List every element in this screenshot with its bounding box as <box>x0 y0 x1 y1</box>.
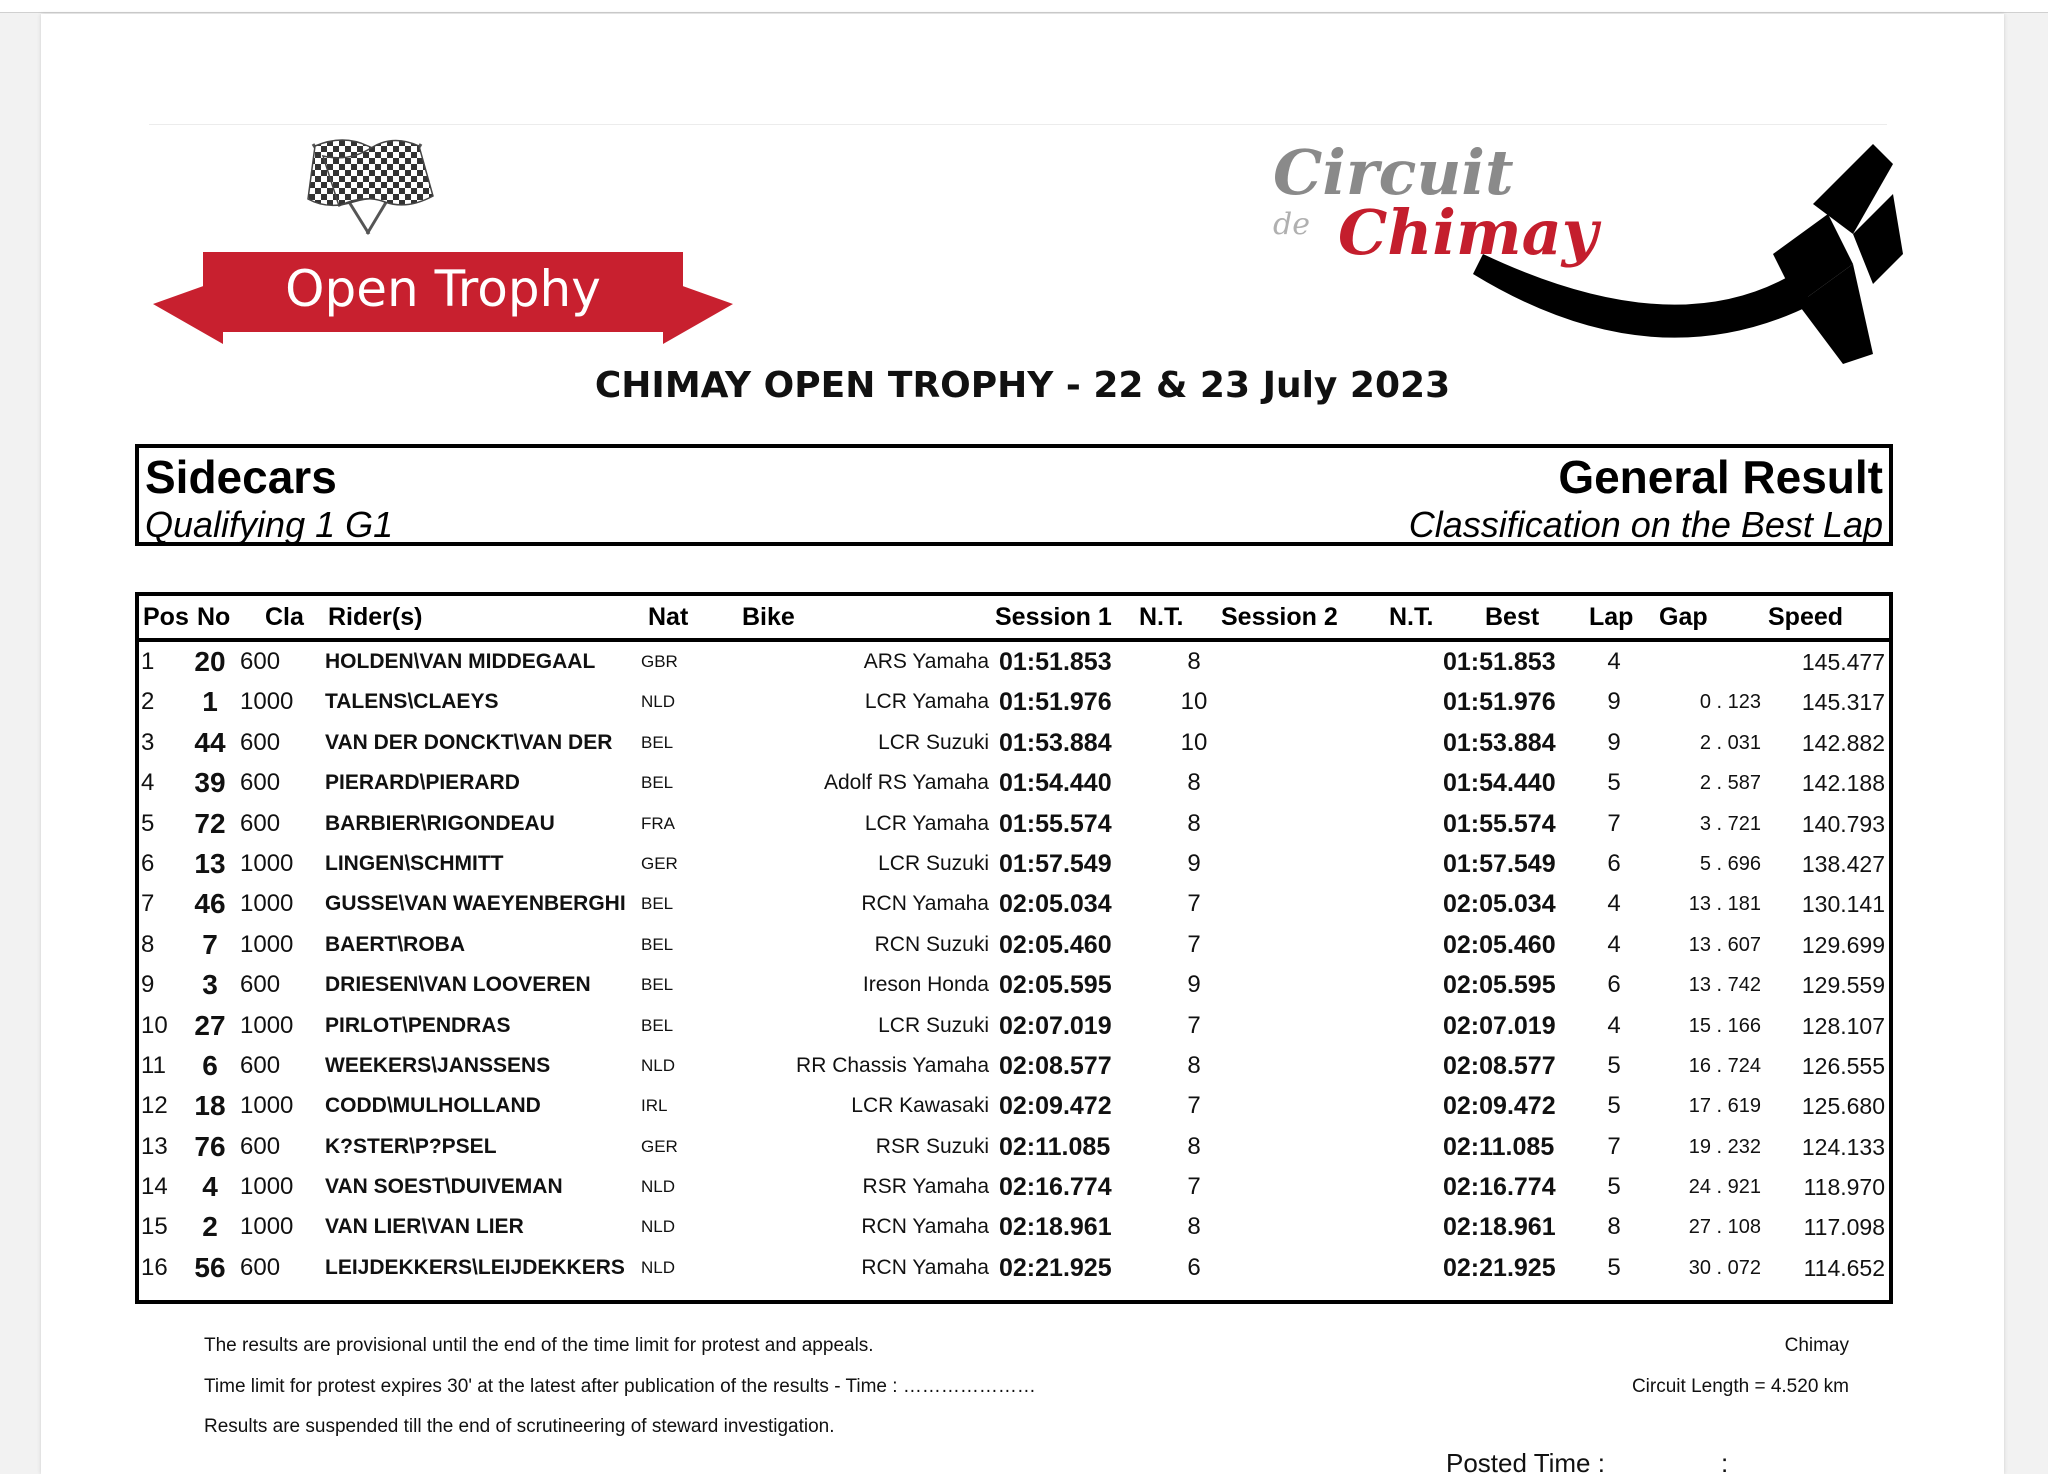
row-best-time: 01:51.976 <box>1443 688 1556 717</box>
row-best-time: 02:18.961 <box>1443 1213 1556 1242</box>
row-bike: RSR Yamaha <box>862 1175 989 1199</box>
row-session1-time: 01:55.574 <box>999 809 1112 838</box>
row-pos: 14 <box>141 1173 168 1201</box>
row-best-lap: 7 <box>1607 1132 1621 1160</box>
row-pos: 13 <box>141 1132 168 1160</box>
table-row <box>139 723 1889 763</box>
row-best-lap: 5 <box>1607 1051 1621 1079</box>
table-row <box>139 844 1889 884</box>
row-gap: 2 . 031 <box>1699 731 1761 754</box>
row-bike: RCN Suzuki <box>874 932 989 956</box>
row-speed: 129.559 <box>1801 972 1885 999</box>
row-pos: 8 <box>141 930 155 958</box>
row-bike: RCN Yamaha <box>861 1255 989 1279</box>
row-bike: LCR Kawasaki <box>851 1094 989 1118</box>
row-session1-laps: 7 <box>1187 1092 1201 1120</box>
row-best-lap: 7 <box>1607 809 1621 837</box>
row-speed: 126.555 <box>1801 1052 1885 1079</box>
row-number: 20 <box>194 646 226 677</box>
row-bike: RSR Suzuki <box>875 1134 989 1158</box>
row-pos: 11 <box>141 1051 166 1079</box>
row-nationality: NLD <box>641 692 676 712</box>
row-session1-laps: 8 <box>1187 1132 1201 1160</box>
row-riders: WEEKERS\JANSSENS <box>325 1053 551 1077</box>
row-number: 3 <box>202 969 218 1001</box>
row-riders: VAN LIER\VAN LIER <box>325 1215 524 1239</box>
row-class: 1000 <box>240 688 294 716</box>
col-session2: Session 2 <box>1221 603 1338 631</box>
row-riders: DRIESEN\VAN LOOVEREN <box>325 973 591 997</box>
row-number: 39 <box>194 767 226 799</box>
row-session1-laps: 9 <box>1187 849 1201 877</box>
open-trophy-logo <box>153 134 733 364</box>
row-session1-time: 01:57.549 <box>999 849 1112 878</box>
row-riders: BARBIER\RIGONDEAU <box>325 811 555 835</box>
row-best-time: 01:55.574 <box>1443 809 1556 838</box>
col-lap: Lap <box>1589 603 1634 631</box>
col-pos: Pos <box>143 603 189 631</box>
row-nationality: BEL <box>641 732 674 752</box>
row-speed: 145.477 <box>1801 649 1885 675</box>
row-riders: TALENS\CLAEYS <box>325 690 499 714</box>
row-gap: 19 . 232 <box>1688 1135 1761 1158</box>
row-number: 7 <box>202 928 218 960</box>
row-bike: ARS Yamaha <box>863 650 989 673</box>
col-riders: Rider(s) <box>328 603 423 631</box>
row-pos: 10 <box>141 1011 168 1039</box>
row-session1-time: 02:05.034 <box>999 890 1112 919</box>
col-no: No <box>197 603 231 631</box>
row-session1-time: 02:16.774 <box>999 1173 1112 1202</box>
results-table <box>135 592 1893 1304</box>
footer-posted-time: Posted Time : <box>1446 1448 1605 1474</box>
row-best-time: 02:09.472 <box>1443 1092 1556 1121</box>
table-row <box>139 682 1889 722</box>
row-bike: RR Chassis Yamaha <box>796 1053 989 1077</box>
col-session1: Session 1 <box>995 603 1112 631</box>
row-bike: LCR Suzuki <box>878 730 989 754</box>
row-session1-laps: 10 <box>1180 688 1208 716</box>
row-pos: 2 <box>141 688 155 716</box>
row-best-time: 01:57.549 <box>1443 849 1556 878</box>
row-pos: 7 <box>141 890 155 918</box>
row-session1-time: 01:54.440 <box>999 769 1112 798</box>
row-number: 4 <box>202 1171 218 1203</box>
row-nationality: NLD <box>641 1257 676 1277</box>
row-best-lap: 5 <box>1607 769 1621 797</box>
table-row <box>139 925 1889 965</box>
document-page <box>41 14 2004 1474</box>
row-bike: RCN Yamaha <box>861 892 989 916</box>
row-class: 600 <box>240 809 281 837</box>
row-pos: 3 <box>141 728 155 756</box>
col-nat: Nat <box>648 603 689 631</box>
row-nationality: BEL <box>641 1015 674 1035</box>
row-speed: 138.427 <box>1801 850 1885 877</box>
table-row <box>139 804 1889 844</box>
row-number: 76 <box>194 1130 226 1162</box>
row-bike: Ireson Honda <box>862 973 989 997</box>
table-row <box>139 1167 1889 1207</box>
row-session1-laps: 7 <box>1187 890 1201 918</box>
row-session1-laps: 8 <box>1187 809 1201 837</box>
row-session1-laps: 7 <box>1187 930 1201 958</box>
table-row <box>139 965 1889 1005</box>
table-row <box>139 642 1889 682</box>
row-session1-time: 02:21.925 <box>999 1253 1112 1282</box>
row-best-time: 01:53.884 <box>1443 728 1556 757</box>
results-table-body <box>139 642 1889 1288</box>
viewer-top-bar <box>0 0 2048 13</box>
row-riders: K?STER\P?PSEL <box>325 1134 497 1158</box>
logo-chimay-word: Chimay <box>1338 196 1598 269</box>
row-session1-laps: 6 <box>1187 1253 1201 1281</box>
row-class: 1000 <box>240 1213 294 1241</box>
row-nationality: GBR <box>641 652 678 671</box>
table-row <box>139 1006 1889 1046</box>
row-number: 1 <box>202 686 218 718</box>
row-nationality: NLD <box>641 1177 676 1197</box>
row-pos: 15 <box>141 1213 168 1241</box>
row-gap: 5 . 696 <box>1699 852 1761 875</box>
logo-circuit-word: Circuit <box>1273 136 1514 209</box>
row-class: 600 <box>240 971 281 999</box>
event-title: CHIMAY OPEN TROPHY - 22 & 23 July 2023 <box>594 365 1451 406</box>
row-nationality: NLD <box>641 1055 676 1075</box>
row-speed: 140.793 <box>1801 810 1885 837</box>
logo-de-word: de <box>1273 207 1310 242</box>
row-class: 600 <box>240 1253 281 1281</box>
row-best-lap: 6 <box>1607 971 1621 999</box>
row-riders: PIERARD\PIERARD <box>325 771 520 795</box>
row-best-lap: 5 <box>1607 1092 1621 1120</box>
row-session1-time: 02:05.595 <box>999 971 1112 1000</box>
row-number: 56 <box>194 1251 226 1283</box>
col-best: Best <box>1485 603 1540 631</box>
row-class: 600 <box>240 769 281 797</box>
open-trophy-logo-text: Open Trophy <box>285 260 601 318</box>
row-bike: LCR Yamaha <box>864 690 989 714</box>
col-gap: Gap <box>1659 603 1708 631</box>
row-session1-laps: 10 <box>1180 728 1208 756</box>
table-row <box>139 1127 1889 1167</box>
row-session1-laps: 8 <box>1187 1213 1201 1241</box>
row-best-time: 01:54.440 <box>1443 769 1556 798</box>
row-pos: 5 <box>141 809 155 837</box>
row-nationality: NLD <box>641 1217 676 1237</box>
row-gap: 16 . 724 <box>1688 1054 1761 1077</box>
col-speed: Speed <box>1768 603 1844 631</box>
row-class: 1000 <box>240 849 294 877</box>
row-speed: 145.317 <box>1801 689 1885 716</box>
row-session1-time: 02:09.472 <box>999 1092 1112 1121</box>
row-best-lap: 4 <box>1607 930 1621 958</box>
row-session1-time: 01:51.976 <box>999 688 1112 717</box>
row-number: 6 <box>202 1049 218 1081</box>
row-best-lap: 9 <box>1607 728 1621 756</box>
row-nationality: GER <box>641 1136 678 1156</box>
row-number: 13 <box>194 847 226 879</box>
row-best-lap: 5 <box>1607 1173 1621 1201</box>
table-row <box>139 1086 1889 1126</box>
row-riders: CODD\MULHOLLAND <box>325 1094 541 1118</box>
row-riders: VAN SOEST\DUIVEMAN <box>325 1175 563 1199</box>
col-nt2: N.T. <box>1389 603 1434 631</box>
row-class: 600 <box>240 648 281 675</box>
row-best-time: 02:05.595 <box>1443 971 1556 1000</box>
row-best-time: 02:21.925 <box>1443 1253 1556 1282</box>
row-best-lap: 9 <box>1607 688 1621 716</box>
table-row <box>139 1248 1889 1288</box>
row-gap: 15 . 166 <box>1688 1014 1761 1037</box>
row-session1-laps: 8 <box>1187 1051 1201 1079</box>
session-header-box <box>135 444 1893 546</box>
row-riders: PIRLOT\PENDRAS <box>325 1013 511 1037</box>
row-session1-time: 02:05.460 <box>999 930 1112 959</box>
table-row <box>139 1207 1889 1247</box>
row-nationality: BEL <box>641 934 674 954</box>
table-row <box>139 884 1889 924</box>
row-class: 600 <box>240 728 281 756</box>
table-row <box>139 763 1889 803</box>
row-speed: 125.680 <box>1801 1093 1885 1120</box>
row-session1-time: 01:51.853 <box>999 648 1112 676</box>
row-bike: LCR Yamaha <box>864 811 989 835</box>
footer-note-provisional: The results are provisional until the end of the time limit for protest and appeals. <box>204 1335 874 1356</box>
row-class: 1000 <box>240 1173 294 1201</box>
row-class: 600 <box>240 1132 281 1160</box>
row-pos: 16 <box>141 1253 168 1281</box>
row-pos: 12 <box>141 1092 168 1120</box>
row-class: 1000 <box>240 890 294 918</box>
row-riders: VAN DER DONCKT\VAN DER <box>325 730 613 754</box>
row-speed: 130.141 <box>1801 891 1885 918</box>
row-best-time: 02:16.774 <box>1443 1173 1556 1202</box>
session-name: Qualifying 1 G1 <box>145 504 394 545</box>
row-session1-laps: 8 <box>1187 648 1201 675</box>
row-gap: 13 . 607 <box>1688 933 1761 956</box>
row-speed: 128.107 <box>1801 1012 1885 1039</box>
row-gap: 13 . 181 <box>1688 893 1761 916</box>
row-pos: 1 <box>141 648 155 675</box>
row-number: 2 <box>202 1211 218 1243</box>
result-subtitle: Classification on the Best Lap <box>1408 504 1883 545</box>
row-gap: 0 . 123 <box>1699 691 1761 714</box>
row-session1-laps: 8 <box>1187 769 1201 797</box>
row-best-time: 02:07.019 <box>1443 1011 1556 1040</box>
row-number: 44 <box>194 726 226 758</box>
row-nationality: GER <box>641 853 678 873</box>
row-session1-time: 01:53.884 <box>999 728 1112 757</box>
row-gap: 30 . 072 <box>1688 1256 1761 1279</box>
row-nationality: BEL <box>641 975 674 995</box>
footer-circuit-length: Circuit Length = 4.520 km <box>1631 1376 1849 1397</box>
row-speed: 124.133 <box>1801 1133 1885 1160</box>
row-riders: LINGEN\SCHMITT <box>325 851 504 875</box>
row-gap: 24 . 921 <box>1688 1176 1761 1199</box>
col-cla: Cla <box>265 603 304 631</box>
row-riders: HOLDEN\VAN MIDDEGAAL <box>325 650 596 673</box>
row-number: 72 <box>194 807 226 839</box>
row-gap: 27 . 108 <box>1688 1216 1761 1239</box>
row-best-time: 02:08.577 <box>1443 1051 1556 1080</box>
row-riders: GUSSE\VAN WAEYENBERGHI <box>325 892 626 916</box>
row-best-lap: 6 <box>1607 849 1621 877</box>
result-title: General Result <box>1558 451 1883 503</box>
row-session1-laps: 9 <box>1187 971 1201 999</box>
footer-note-protest: Time limit for protest expires 30' at the latest after publication of the results - Time : ………………… <box>204 1376 1036 1397</box>
row-riders: BAERT\ROBA <box>325 932 465 956</box>
row-pos: 4 <box>141 769 155 797</box>
row-session1-laps: 7 <box>1187 1173 1201 1201</box>
row-best-lap: 4 <box>1607 890 1621 918</box>
row-session1-time: 02:07.019 <box>999 1011 1112 1040</box>
row-nationality: BEL <box>641 773 674 793</box>
row-speed: 142.882 <box>1801 729 1885 756</box>
row-bike: RCN Yamaha <box>861 1215 989 1239</box>
row-gap: 17 . 619 <box>1688 1095 1761 1118</box>
row-class: 1000 <box>240 1092 294 1120</box>
row-gap: 3 . 721 <box>1699 812 1761 835</box>
row-speed: 117.098 <box>1803 1214 1885 1241</box>
row-best-lap: 4 <box>1607 648 1621 675</box>
row-speed: 142.188 <box>1801 770 1885 797</box>
row-best-lap: 5 <box>1607 1253 1621 1281</box>
row-gap: 2 . 587 <box>1699 772 1761 795</box>
row-bike: Adolf RS Yamaha <box>824 771 989 795</box>
circuit-de-chimay-logo <box>1253 124 1933 374</box>
row-session1-laps: 7 <box>1187 1011 1201 1039</box>
row-class: 600 <box>240 1051 281 1079</box>
row-session1-time: 02:11.085 <box>999 1132 1111 1161</box>
class-name: Sidecars <box>145 451 337 503</box>
row-riders: LEIJDEKKERS\LEIJDEKKERS <box>325 1255 625 1279</box>
row-best-time: 02:05.460 <box>1443 930 1556 959</box>
footer-note-suspended: Results are suspended till the end of scrutineering of steward investigation. <box>204 1416 835 1437</box>
row-speed: 114.652 <box>1803 1254 1885 1281</box>
row-bike: LCR Suzuki <box>878 851 989 875</box>
row-pos: 6 <box>141 849 155 877</box>
col-nt1: N.T. <box>1139 603 1184 631</box>
footer-posted-colon: : <box>1721 1448 1729 1474</box>
row-number: 27 <box>194 1009 226 1041</box>
row-best-lap: 4 <box>1607 1011 1621 1039</box>
col-bike: Bike <box>742 603 795 631</box>
row-number: 46 <box>194 888 226 920</box>
row-best-time: 02:05.034 <box>1443 890 1556 919</box>
row-best-time: 01:51.853 <box>1443 648 1556 676</box>
results-table-header <box>139 596 1889 642</box>
row-gap: 13 . 742 <box>1688 974 1761 997</box>
row-number: 18 <box>194 1090 226 1122</box>
row-session1-time: 02:18.961 <box>999 1213 1112 1242</box>
row-best-time: 02:11.085 <box>1443 1132 1555 1161</box>
row-class: 1000 <box>240 1011 294 1039</box>
row-class: 1000 <box>240 930 294 958</box>
row-session1-time: 02:08.577 <box>999 1051 1112 1080</box>
row-bike: LCR Suzuki <box>878 1013 989 1037</box>
row-nationality: FRA <box>641 813 675 833</box>
row-speed: 129.699 <box>1801 931 1885 958</box>
footer-venue: Chimay <box>1784 1335 1849 1356</box>
row-pos: 9 <box>141 971 155 999</box>
row-best-lap: 8 <box>1607 1213 1621 1241</box>
row-nationality: BEL <box>641 894 674 914</box>
row-nationality: IRL <box>641 1096 668 1116</box>
row-speed: 118.970 <box>1803 1174 1885 1201</box>
table-row <box>139 1046 1889 1086</box>
